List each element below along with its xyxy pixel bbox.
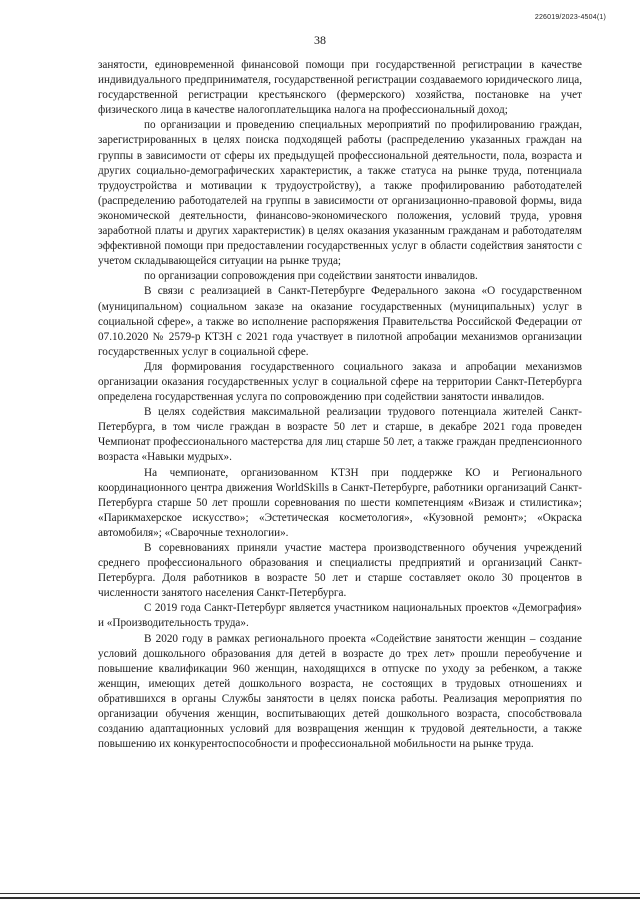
paragraph-3: по организации сопровождения при содействии занятости инвалидов. xyxy=(144,270,478,283)
scan-edge-line-thick xyxy=(0,897,640,899)
paragraph-6: В целях содействия максимальной реализации трудового потенциала жителей Санкт-Петербурга, в том числе граждан в возрасте 50 лет и старше, в декабре 2021 года проведен Чемпионат профессионального мастерства для лиц старше 50 лет, а также граждан предпенсионного возраста «Навыки мудрых». xyxy=(98,406,582,464)
paragraph-2: по организации и проведению специальных мероприятий по профилированию граждан, зарегистрированных в целях поиска подходящей работы (распределению указанных граждан на группы в зависимости от сферы их предыдущей профессиональной деятельности, пола, возраста и других социально-демографических характеристик, а также статуса на рынке труда, потенциала трудоустройства и мотивации к трудоустройству), а также профилированию работодателей (распределению работодателей на группы в зависимости от организационно-правовой формы, вида экономической деятельности, финансово-экономического положения, условий труда, уровня заработной платы и других характеристик) в целях оказания указанным гражданам и работодателям эффективной помощи при предоставлении государственных услуг в области содействия занятости с учетом складывающейся ситуации на рынке труда; xyxy=(98,119,582,268)
paragraph-10: В 2020 году в рамках регионального проекта «Содействие занятости женщин – создание условий дошкольного образования для детей в возрасте до трех лет» прошли переобучение и повышение квалификации 960 женщин, находящихся в отпуске по уходу за ребенком, а также женщин, имеющих детей дошкольного возраста, не состоящих в трудовых отношениях и обратившихся в органы Службы занятости в целях поиска работы. Реализация мероприятия по организации обучения женщин, воспитывающих детей дошкольного возраста, способствовала созданию адаптационных условий для возвращения женщин к трудовой деятельности, а также повышению их конкурентоспособности и профессиональной мобильности на рынке труда. xyxy=(98,632,582,751)
paragraph-5: Для формирования государственного социального заказа и апробации механизмов организации оказания государственных услуг в социальной сфере на территории Санкт-Петербурга определена государственная услуга по сопровождению при содействии занятости инвалидов. xyxy=(98,360,582,404)
page-number: 38 xyxy=(314,33,326,47)
paragraph-9: С 2019 года Санкт-Петербург является участником национальных проектов «Демография» и «Производительность труда». xyxy=(98,602,582,630)
document-body xyxy=(98,58,582,752)
paragraph-1: занятости, единовременной финансовой помощи при государственной регистрации в качестве индивидуального предпринимателя, государственной регистрации создаваемого юридического лица, государственной регистрации крестьянского (фермерского) хозяйства, постановке на учет физического лица в качестве налогоплательщика налога на профессиональный доход; xyxy=(98,59,582,117)
document-id: 226019/2023-4504(1) xyxy=(534,14,606,21)
scan-edge-line xyxy=(0,893,640,894)
paragraph-8: В соревнованиях приняли участие мастера производственного обучения учреждений среднего профессионального образования и специалисты предприятий и организаций Санкт-Петербурга. Доля работников в возрасте 50 лет и старше составляет около 30 процентов в численности занятого населения Санкт-Петербурга. xyxy=(98,542,582,600)
paragraph-7: На чемпионате, организованном КТЗН при поддержке КО и Регионального координационного центра движения WorldSkills в Санкт-Петербурге, работники организаций Санкт-Петербурга старше 50 лет прошли соревнования по шести компетенциям «Визаж и стилистика»; «Парикмахерское искусство»; «Эстетическая косметология», «Кузовной ремонт»; «Окраска автомобиля»; «Сварочные технологии». xyxy=(98,466,582,539)
paragraph-4: В связи с реализацией в Санкт-Петербурге Федерального закона «О государственном (муниципальном) социальном заказе на оказание государственных (муниципальных) услуг в социальной сфере», а также во исполнение распоряжения Правительства Российской Федерации от 07.10.2020 № 2579-р КТЗН с 2021 года участвует в пилотной апробации механизмов организации государственных услуг в социальной сфере. xyxy=(98,285,582,358)
